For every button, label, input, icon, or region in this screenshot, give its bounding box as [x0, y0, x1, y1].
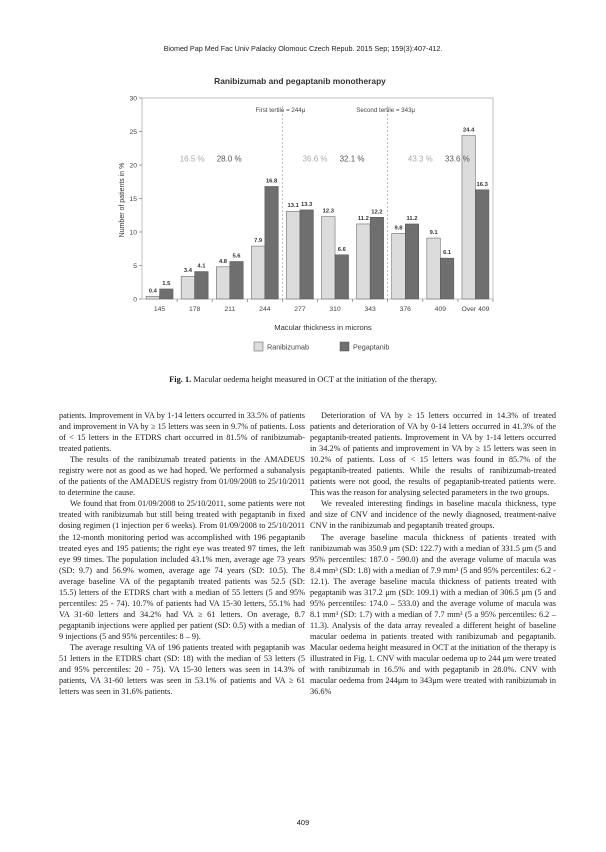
bar-value-label: 1.5	[162, 280, 171, 287]
x-tick-label: 211	[224, 306, 236, 313]
bar-value-label: 9.8	[394, 225, 403, 232]
paragraph: The results of the ranibizumab treated patients in the AMADEUS registry were not as good as we had hoped. We performed a subanalysis of the patients of the AMADEUS registry from 01/09/2008 to 25/10/2011 to determine the cause.	[59, 455, 305, 498]
legend-swatch-ranibizumab	[254, 342, 263, 351]
paragraph: Deterioration of VA by ≥ 15 letters occurred in 14.3% of treated patients and deterioration of VA by 0-14 letters occurred in 41.3% of the pegaptanib-treated patients. Improvement in VA by 1-14 letters occurred in 34.2% of patients and improvement in VA by ≥ 15 letters was seen in 10.2% of patients. Loss of < 15 letters was found in 85.7% of the pegaptanib-treated patients. While the results of ranibizumab-treated patients were not good, the results of pegaptanib-treated patients were. This was the reason for analysing selected parameters in the two groups.	[310, 411, 556, 498]
bar-value-label: 4.8	[218, 258, 228, 265]
bar-value-label: 16.3	[476, 181, 488, 188]
y-tick-label: 15	[129, 196, 137, 203]
bar-pegaptanib-244	[265, 186, 279, 299]
bar-value-label: 11.2	[406, 215, 418, 222]
bar-value-label: 24.4	[463, 127, 475, 134]
x-tick-label: 343	[364, 306, 376, 313]
figure-label: Fig. 1.	[169, 375, 192, 384]
bar-value-label: 3.4	[183, 268, 192, 275]
bar-value-label: 12.2	[371, 209, 383, 216]
x-tick-label: 178	[188, 306, 201, 313]
paragraph: The average resulting VA of 196 patients treated with pegaptanib was 51 letters in the ETDRS chart (SD: 18) with the median of 53 letters (5 and 95% percentiles: 20 - 75). VA 15-30 letters was seen in 14.3% of patients, VA 31-60 letters was seen in 53.1% of patients and VA ≥ 61 letters was seen in 31.6% patients.	[59, 642, 305, 697]
bar-value-label: 5.6	[232, 253, 241, 260]
group-percent-ranibizumab: 16.5 %	[179, 154, 205, 164]
bar-value-label: 7.9	[254, 238, 263, 245]
x-axis-label: Macular thickness in microns	[274, 323, 372, 332]
bar-value-label: 0.4	[148, 288, 157, 295]
x-tick-label: 277	[294, 306, 306, 313]
bar-pegaptanib-145	[160, 289, 174, 299]
chart-legend	[254, 342, 389, 352]
y-tick-label: 30	[129, 95, 137, 103]
bar-value-label: 13.3	[301, 201, 313, 208]
bar-pegaptanib-343	[370, 217, 384, 299]
y-tick-label: 0	[133, 296, 137, 304]
y-tick-label: 25	[129, 129, 137, 136]
bar-chart	[0, 0, 606, 372]
group-percent-pegaptanib: 33.6 %	[444, 154, 470, 164]
bar-value-label: 4.1	[197, 263, 206, 270]
x-tick-label: 376	[399, 306, 411, 313]
bar-ranibizumab-343	[357, 224, 371, 299]
bar-ranibizumab-211	[216, 267, 230, 299]
bar-ranibizumab-277	[286, 211, 300, 299]
bar-ranibizumab-178	[181, 276, 195, 299]
bar-ranibizumab-310	[322, 217, 336, 299]
y-tick-label: 5	[133, 263, 137, 270]
bar-pegaptanib-211	[230, 261, 244, 299]
bar-pegaptanib-178	[195, 272, 209, 299]
text-column-left	[59, 410, 305, 697]
group-percent-pegaptanib: 28.0 %	[216, 154, 242, 164]
paragraph: We found that from 01/09/2008 to 25/10/2011, some patients were not treated with ranibizumab but still being treated with pegaptanib in fixed dosing regimen (1 injection per 6 weeks). From 01/09/2008 to 25/10/2011 the 12-month monitoring period was accomplished with 196 pegaptanib treated eyes and 195 patients; the right eye was treated 97 times, the left eye 99 times. The population included 43.1% men, average age 73 years (SD: 9.7) and 56.9% women, average age 74 years (SD: 10.5). The average baseline VA of the pegaptanib treated patients was 52.5 (SD: 15.5) letters of the ETDRS chart with a median of 55 letters (5 and 95% percentiles: 25 - 74). 10.7% of patients had VA 15-30 letters, 55.1% had VA 31-60 letters and 34.2% had VA ≥ 61 letters. On average, 8.7 pegaptanib injections were applied per patient (SD: 0.5) with a median of 9 injections (5 and 95% percentiles: 8 – 9).	[59, 499, 305, 641]
x-tick-label: 409	[434, 306, 447, 313]
journal-header: Biomed Pap Med Fac Univ Palacky Olomouc Czech Repub. 2015 Sep; 159(3):407-412.	[163, 44, 443, 53]
bar-value-label: 6.1	[443, 250, 452, 257]
bar-pegaptanib-376	[405, 224, 419, 299]
y-axis-label: Number of patients in %	[119, 162, 126, 238]
bar-ranibizumab-244	[251, 246, 265, 299]
paragraph: The average baseline macula thickness of patients treated with ranibizumab was 350.9 μm (SD: 122.7) with a median of 331.5 μm (5 and 95% percentiles: 187.0 - 590.0) and the average volume of macula was 8.4 mm³ (SD: 1.8) with a median of 7.9 mm³ (5 and 95% percentiles: 6.2 - 12.1). The average baseline macula thickness of patients treated with pegaptanib was 317.2 μm (SD: 109.1) with a median of 306.5 μm (5 and 95% percentiles: 174.0 – 533.0) and the average volume of macula was 8.1 mm³ (SD: 1.7) with a median of 7.7 mm³ (5 a 95% percentiles: 6.2 – 11.3). Analysis of the data array revealed a different height of baseline macular oedema in patients treated with ranibizumab and pegaptanib. Macular oedema height measured in OCT at the initiation of the therapy is illustrated in Fig. 1. CNV with macular oedema up to 244 μm were treated with ranibizumab in 16.5% and with pegaptanib in 28.0%. CNV with macular oedema from 244μm to 343μm were treated with ranibizumab in 36.6%	[310, 532, 556, 697]
group-percent-ranibizumab: 36.6 %	[302, 154, 328, 164]
page-number: 409	[296, 818, 310, 827]
paragraph: patients. Improvement in VA by 1-14 letters occurred in 33.5% of patients and improvement in VA by ≥ 15 letters was seen in 9.7% of patients. Loss of < 15 letters in the ETDRS chart occurred in 81.5% of ranibizumab-treated patients.	[59, 411, 305, 454]
bar-pegaptanib-over-409	[475, 190, 489, 299]
bar-pegaptanib-310	[335, 255, 349, 299]
bar-value-label: 11.2	[357, 215, 369, 222]
chart-title: Ranibizumab and pegaptanib monotherapy	[214, 76, 386, 86]
figure-caption	[0, 375, 606, 384]
tertile-label: Second tertile = 343μ	[356, 107, 416, 114]
legend-swatch-pegaptanib	[340, 342, 349, 351]
x-tick-label: 244	[259, 306, 271, 313]
bar-value-label: 16.8	[265, 178, 278, 185]
bar-value-label: 12.3	[322, 208, 334, 215]
bar-pegaptanib-277	[300, 210, 314, 299]
legend-label-ranibizumab: Ranibizumab	[267, 342, 309, 352]
bar-ranibizumab-409	[427, 238, 441, 299]
bar-pegaptanib-409	[440, 258, 454, 299]
text-column-right	[310, 410, 556, 697]
x-tick-label: Over 409	[461, 306, 490, 313]
bar-value-label: 6.6	[337, 246, 346, 253]
bar-ranibizumab-376	[392, 233, 406, 299]
bar-ranibizumab-145	[146, 296, 160, 299]
group-percent-pegaptanib: 32.1 %	[339, 154, 365, 164]
paragraph: We revealed interesting findings in baseline macula thickness, type and size of CNV and incidence of the newly diagnosed, treatment-naïve CNV in the ranibizumab and pegaptanib treated groups.	[310, 499, 556, 531]
bar-value-label: 9.1	[429, 230, 438, 237]
x-tick-label: 310	[329, 306, 341, 313]
tertile-label: First tertile = 244μ	[255, 107, 306, 114]
bar-value-label: 13.1	[287, 203, 299, 210]
figure-caption-text: Macular oedema height measured in OCT at the initiation of the therapy.	[193, 375, 437, 384]
y-tick-label: 10	[129, 229, 137, 237]
y-tick-label: 20	[129, 162, 137, 170]
group-percent-ranibizumab: 43.3 %	[407, 154, 433, 164]
x-tick-label: 145	[153, 306, 166, 313]
legend-label-pegaptanib: Pegaptanib	[353, 342, 390, 352]
